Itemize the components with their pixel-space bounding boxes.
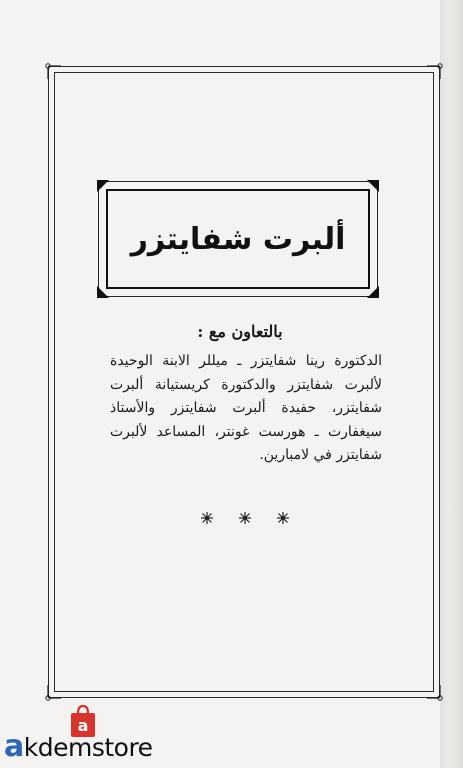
book-title: ألبرت شفايتزر xyxy=(130,221,346,257)
frame-corner-ornament xyxy=(44,62,62,80)
section-ornaments xyxy=(200,508,290,528)
akdemstore-logo xyxy=(4,702,164,768)
floral-asterism-icon xyxy=(200,511,214,525)
collaboration-heading: بالتعاون مع : xyxy=(197,322,283,341)
collaborators-paragraph: الدكتورة رينا شفايتزر ـ ميللر الابنة الوحيدة لألبرت شفايتزر والدكتورة كريستيانة ألبرت شفايتزر، حفيدة ألبرت شفايتزر والأستاذ سيغفارت ـ هورست غونتر، المساعد لألبرت شفايتزر في لامبارين. xyxy=(110,353,382,464)
brand-rest: kdemstore xyxy=(23,733,153,762)
brand-wordmark xyxy=(4,729,153,764)
frame-corner-ornament xyxy=(44,684,62,702)
bag-letter: a xyxy=(77,716,89,735)
page-edge xyxy=(440,0,463,768)
brand-first-letter: a xyxy=(4,729,24,764)
floral-asterism-icon xyxy=(276,511,290,525)
frame-corner-ornament xyxy=(426,684,444,702)
floral-asterism-icon xyxy=(238,511,252,525)
frame-corner-ornament xyxy=(426,62,444,80)
